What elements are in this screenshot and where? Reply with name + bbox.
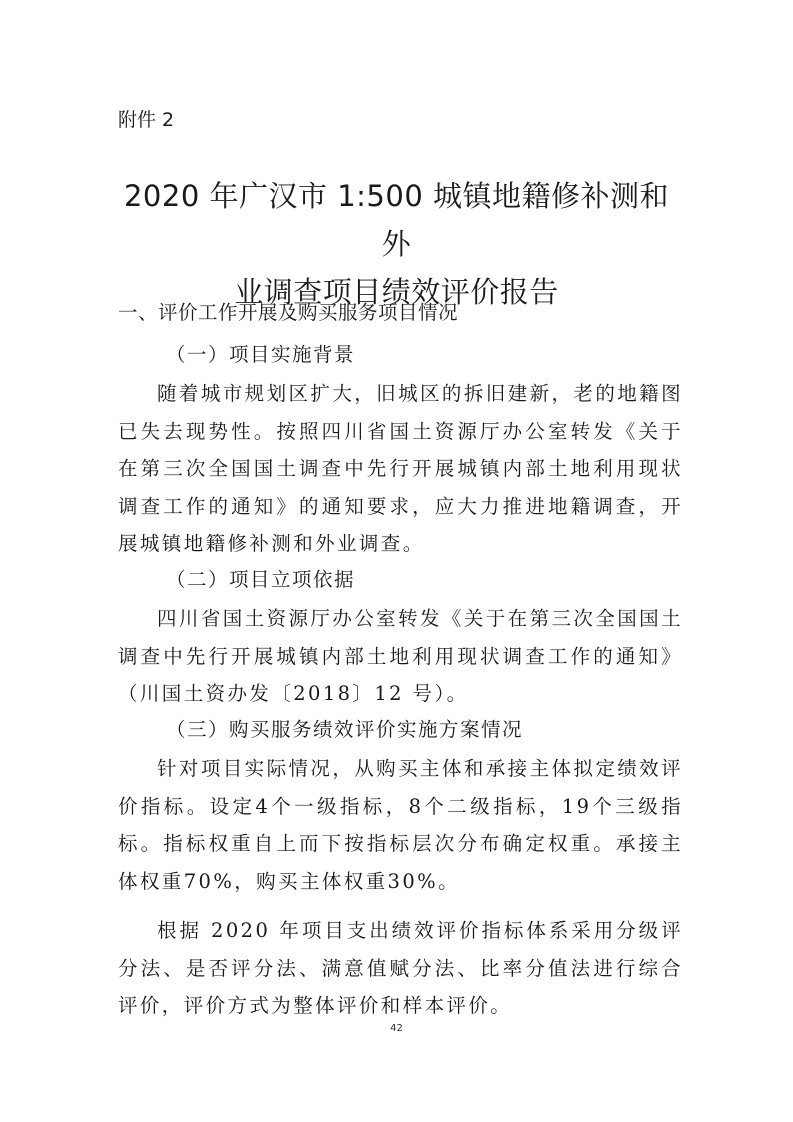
paragraph-methods: 根据 2020 年项目支出绩效评价指标体系采用分级评分法、是否评分法、满意值赋分法、比率分值法进行综合评价，评价方式为整体评价和样本评价。 [118,919,683,1017]
attachment-label: 附件 2 [118,109,175,131]
document-title-line-2: 业调查项目绩效评价报告 [234,275,559,309]
section-heading: 一、评价工作开展及购买服务项目情况 [118,301,459,324]
subsection-heading-background: （一）项目实施背景 [166,343,356,366]
paragraph-background: 随着城市规划区扩大，旧城区的拆旧建新，老的地籍图已失去现势性。按照四川省国土资源厅办公室转发《关于在第三次全国国土调查中先行开展城镇内部土地利用现状调查工作的通知》的通知要求，应大力推进地籍调查，开展城镇地籍修补测和外业调查。 [118,382,683,555]
page-number: 42 [390,1023,403,1034]
subsection-heading-plan: （三）购买服务绩效评价实施方案情况 [166,718,524,741]
document-title-line-1: 2020 年广汉市 1:500 城镇地籍修补测和外 [123,179,670,261]
paragraph-basis: 四川省国土资源厅办公室转发《关于在第三次全国国土调查中先行开展城镇内部土地利用现状调查工作的通知》（川国土资办发〔2018〕12 号）。 [118,607,683,705]
document-title [110,172,683,316]
paragraph-plan: 针对项目实际情况，从购买主体和承接主体拟定绩效评价指标。设定4个一级指标，8个二级指标，19个三级指标。指标权重自上而下按指标层次分布确定权重。承接主体权重70%，购买主体权重30%。 [118,757,683,893]
subsection-heading-basis: （二）项目立项依据 [166,568,356,591]
